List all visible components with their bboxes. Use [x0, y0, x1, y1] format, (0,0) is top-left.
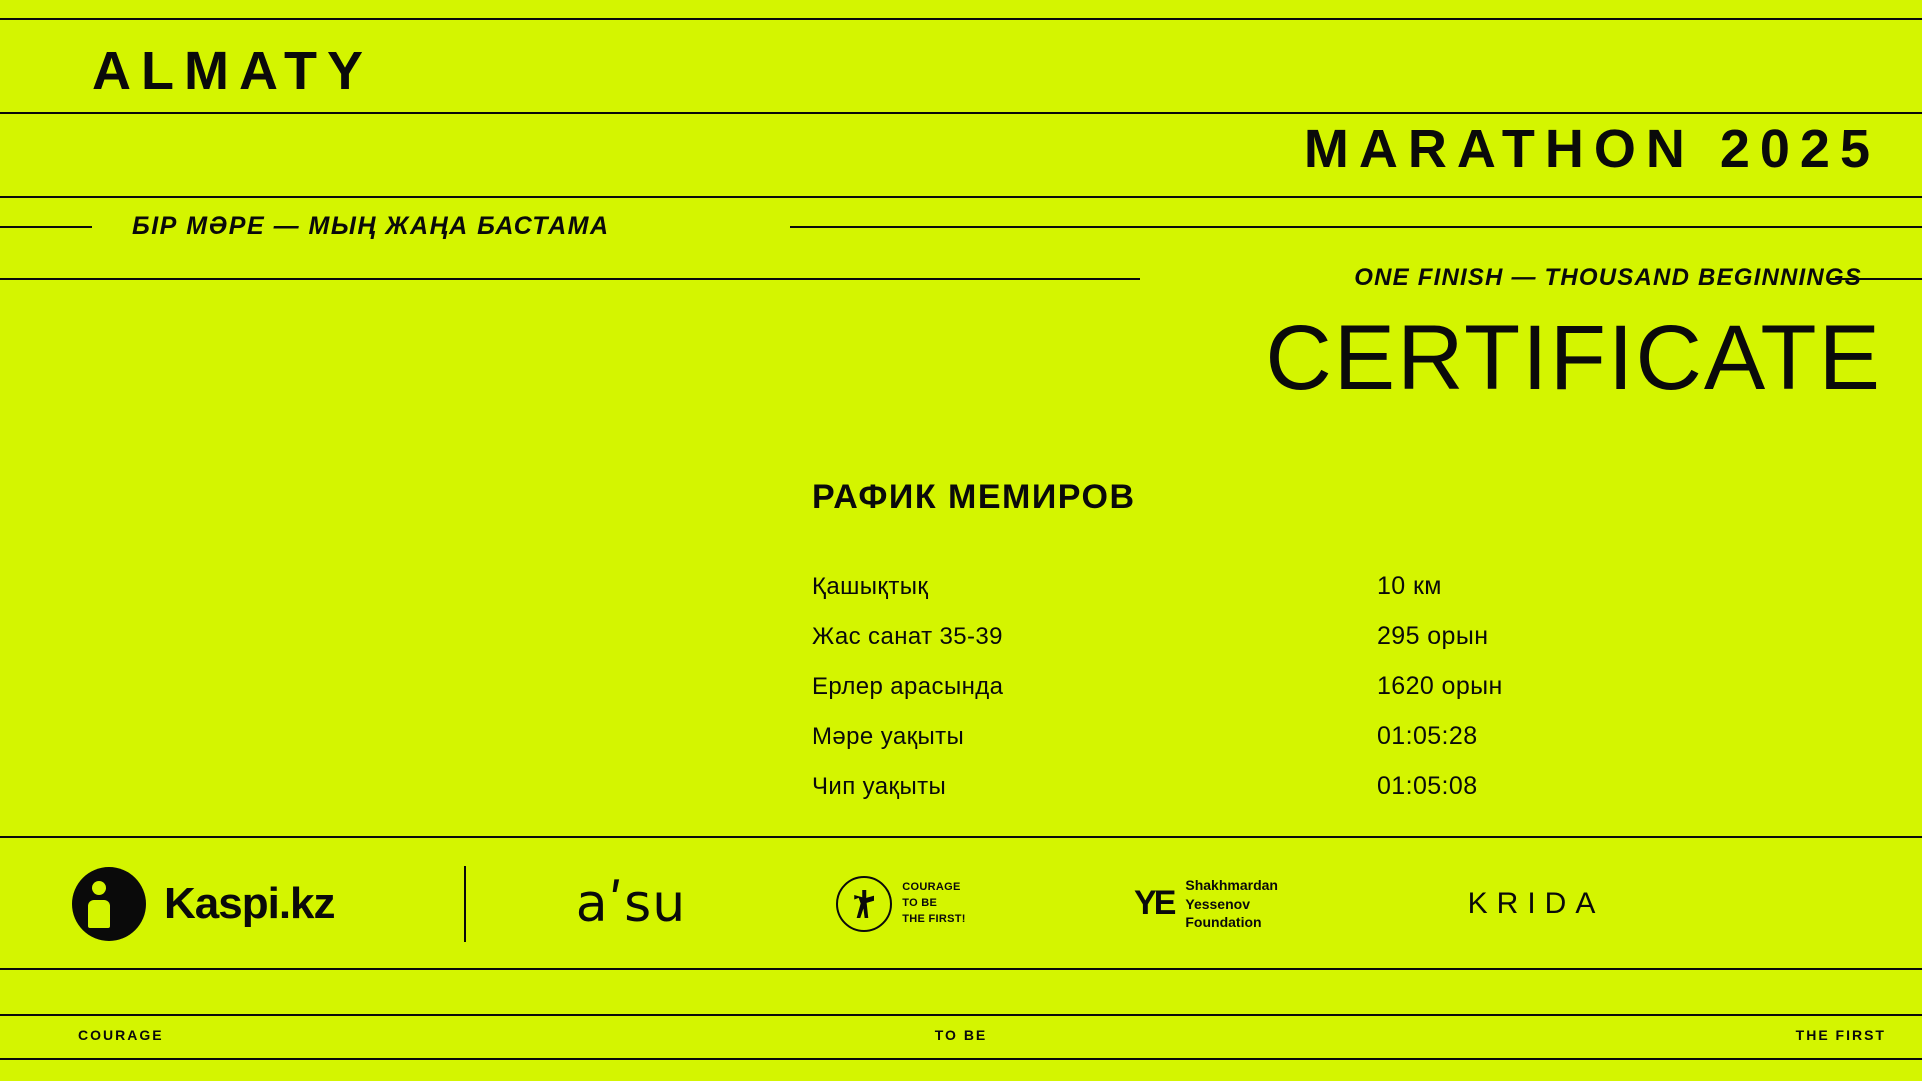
rule-tagline-kz-right [790, 226, 1922, 228]
rule-under-almaty [0, 112, 1922, 114]
result-label: Ерлер арасында [812, 673, 1004, 700]
sponsor-divider [464, 866, 466, 942]
result-value: 295 орын [1377, 622, 1489, 650]
result-label: Жас санат 35-39 [812, 623, 1003, 650]
footer-middle-text: TO BE [934, 1027, 988, 1043]
table-row [812, 672, 1592, 722]
table-row [812, 722, 1592, 772]
result-label: Чип уақыты [812, 773, 947, 800]
result-value: 10 км [1377, 572, 1442, 600]
rule-tagline-en-left [0, 278, 1140, 280]
footer-right-text: THE FIRST [1795, 1027, 1886, 1043]
result-value: 01:05:08 [1377, 772, 1478, 800]
yessenov-line-1: Shakhmardan [1185, 876, 1278, 893]
rule-top [0, 18, 1922, 20]
table-row [812, 622, 1592, 672]
footer-strip [0, 1018, 1922, 1052]
yessenov-line-2: Yessenov [1185, 895, 1250, 912]
rule-above-footer [0, 1014, 1922, 1016]
rule-above-sponsors [0, 836, 1922, 838]
athlete-name: РАФИК МЕМИРОВ [812, 478, 1136, 516]
footer-left-text: COURAGE [78, 1027, 164, 1043]
page-title: CERTIFICATE [1265, 307, 1882, 409]
event-wordmark: MARATHON 2025 [1303, 119, 1880, 179]
courage-fund-icon [836, 876, 892, 932]
courage-line-3: THE FIRST! [902, 912, 966, 925]
courage-line-2: TO BE [902, 897, 938, 910]
rule-under-marathon [0, 196, 1922, 198]
yessenov-line-3: Foundation [1185, 914, 1262, 931]
rule-bottom [0, 1058, 1922, 1060]
result-label: Мәре уақыты [812, 723, 965, 750]
result-value: 1620 орын [1377, 672, 1503, 700]
sponsor-kaspi [72, 867, 452, 941]
sponsor-asu [506, 874, 756, 934]
table-row [812, 572, 1592, 622]
table-row [812, 772, 1592, 822]
courage-line-1: COURAGE [902, 881, 961, 894]
result-label: Қашықтық [812, 573, 929, 600]
kaspi-icon [72, 867, 146, 941]
result-value: 01:05:28 [1377, 722, 1478, 750]
asu-label: aʹsu [575, 874, 687, 934]
rule-tagline-kz-left [0, 226, 92, 228]
rule-below-sponsors [0, 968, 1922, 970]
tagline-kazakh: БІР МӘРЕ — МЫҢ ЖАҢА БАСТАМА [132, 212, 610, 240]
sponsor-krida [1396, 887, 1676, 921]
tagline-english: ONE FINISH — THOUSAND BEGINNINGS [1354, 264, 1862, 291]
kaspi-label: Kaspi.kz [164, 879, 335, 928]
results-table [812, 572, 1592, 822]
city-wordmark: ALMATY [92, 41, 373, 101]
sponsor-row [0, 840, 1922, 968]
sponsor-yessenov-foundation [1056, 876, 1356, 933]
sponsor-courage-fund [776, 876, 1026, 932]
krida-label: KRIDA [1467, 887, 1605, 920]
yessenov-icon: YE [1134, 884, 1174, 923]
